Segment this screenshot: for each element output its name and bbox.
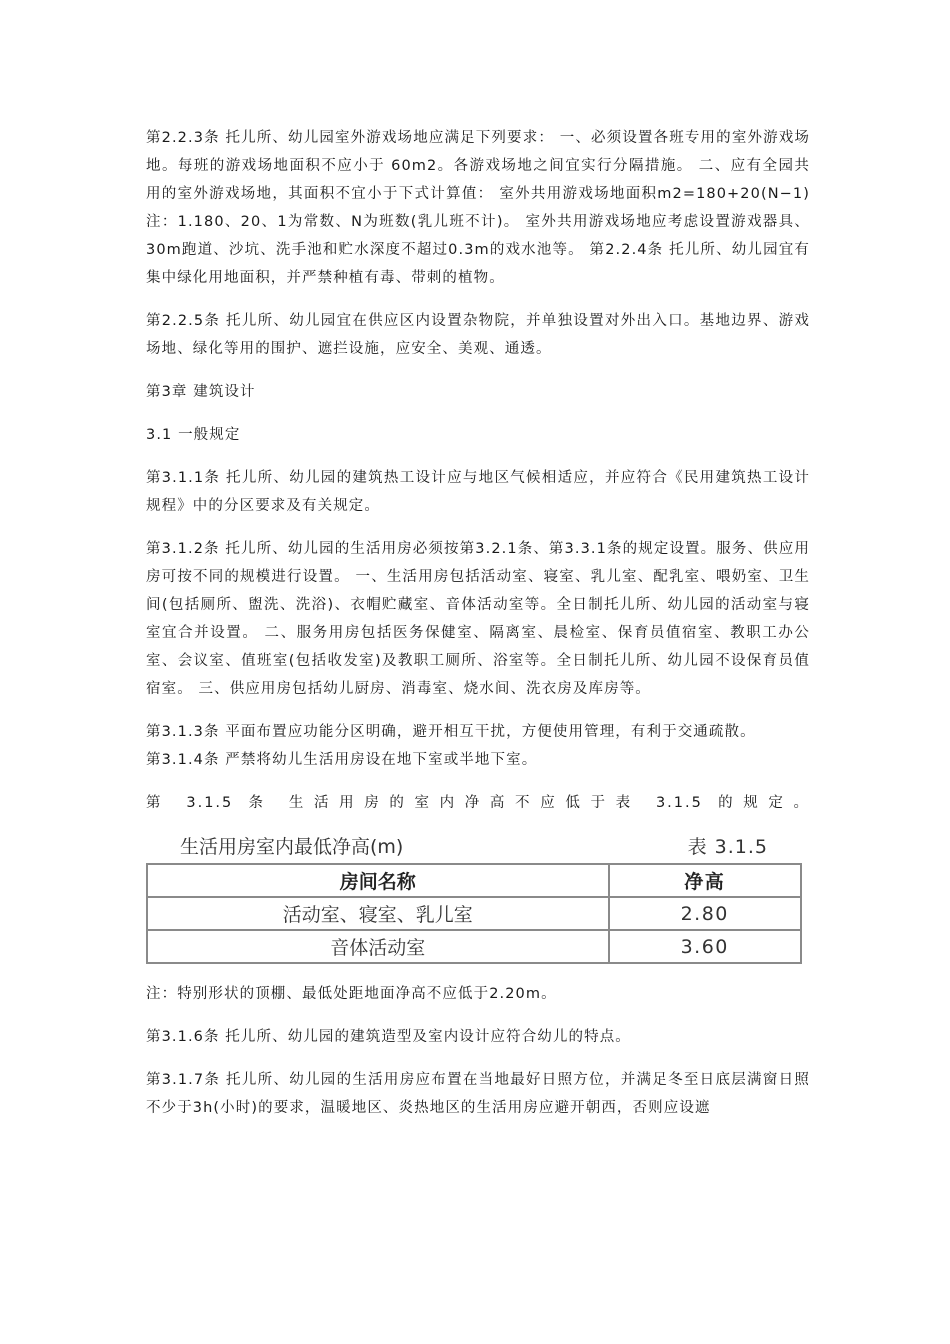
header-height: 净高 [609,864,802,897]
table-number: 表 3.1.5 [687,836,768,858]
clause-2-2-5: 第2.2.5条 托儿所、幼儿园宜在供应区内设置杂物院，并单独设置对外出入口。基地边界、游戏场地、绿化等用的围护、遮拦设施，应安全、美观、通透。 [146,313,810,357]
height-cell: 2.80 [609,897,802,930]
clause-3-1-7: 第3.1.7条 托儿所、幼儿园的生活用房应布置在当地最好日照方位，并满足冬至日底层满窗日照不少于3h(小时)的要求，温暖地区、炎热地区的生活用房应避开朝西，否则应设遮 [146,1072,810,1116]
clause-3-1-1: 第3.1.1条 托儿所、幼儿园的建筑热工设计应与地区气候相适应，并应符合《民用建筑热工设计规程》中的分区要求及有关规定。 [146,470,810,514]
table-note: 注：特别形状的顶棚、最低处距地面净高不应低于2.20m。 [146,986,557,1002]
section-heading: 3.1 一般规定 [146,427,241,443]
room-name-cell: 活动室、寝室、乳儿室 [147,897,609,930]
table-caption: 生活用房室内最低净高(m) [180,836,404,858]
clause-3-1-2: 第3.1.2条 托儿所、幼儿园的生活用房必须按第3.2.1条、第3.3.1条的规定设置。服务、供应用房可按不同的规模进行设置。 一、生活用房包括活动室、寝室、乳儿室、配乳室、喂奶室、卫生间(包括厕所、盥洗、洗浴)、衣帽贮藏室、音体活动室等。全日制托儿所、幼儿园的活动室与寝室宜合并设置。 二、服务用房包括医务保健室、隔离室、晨检室、保育员值宿室、教职工办公室、会议室、值班室(包括收发室)及教职工厕所、浴室等。全日制托儿所、幼儿园不设保育员值宿室。 三、供应用房包括幼儿厨房、消毒室、烧水间、洗衣房及库房等。 [146,541,810,697]
table-header-row [147,864,801,897]
header-room-name: 房间名称 [147,864,609,897]
room-name-cell: 音体活动室 [147,930,609,963]
clause-3-1-6: 第3.1.6条 托儿所、幼儿园的建筑造型及室内设计应符合幼儿的特点。 [146,1029,631,1045]
clause-3-1-3: 第3.1.3条 平面布置应功能分区明确，避开相互干扰，方便使用管理，有利于交通疏散。 [146,724,756,740]
clause-3-1-4: 第3.1.4条 严禁将幼儿生活用房设在地下室或半地下室。 [146,752,538,768]
clause-2-2-3-and-2-2-4: 第2.2.3条 托儿所、幼儿园室外游戏场地应满足下列要求： 一、必须设置各班专用的室外游戏场地。每班的游戏场地面积不应小于 60m2。各游戏场地之间宜实行分隔措施。 二、应有全园共用的室外游戏场地，其面积不宜小于下式计算值： 室外共用游戏场地面积m2=180+20(N−1) 注：1.180、20、1为常数、N为班数(乳儿班不计)。 室外共用游戏场地应考虑设置游戏器具、30m跑道、沙坑、洗手池和贮水深度不超过0.3m的戏水池等。 第2.2.4条 托儿所、幼儿园宜有集中绿化用地面积，并严禁种植有毒、带刺的植物。 [146,130,810,286]
table-row [147,897,801,930]
height-table-block [146,832,802,964]
chapter-heading: 第3章 建筑设计 [146,384,256,400]
table-caption-row [146,832,802,859]
document-body [146,124,810,1137]
room-height-table [146,863,802,964]
clause-3-1-5: 第 3.1.5 条 生活用房的室内净高不应低于表 3.1.5 的规定。 [146,795,810,811]
height-cell: 3.60 [609,930,802,963]
table-row [147,930,801,963]
